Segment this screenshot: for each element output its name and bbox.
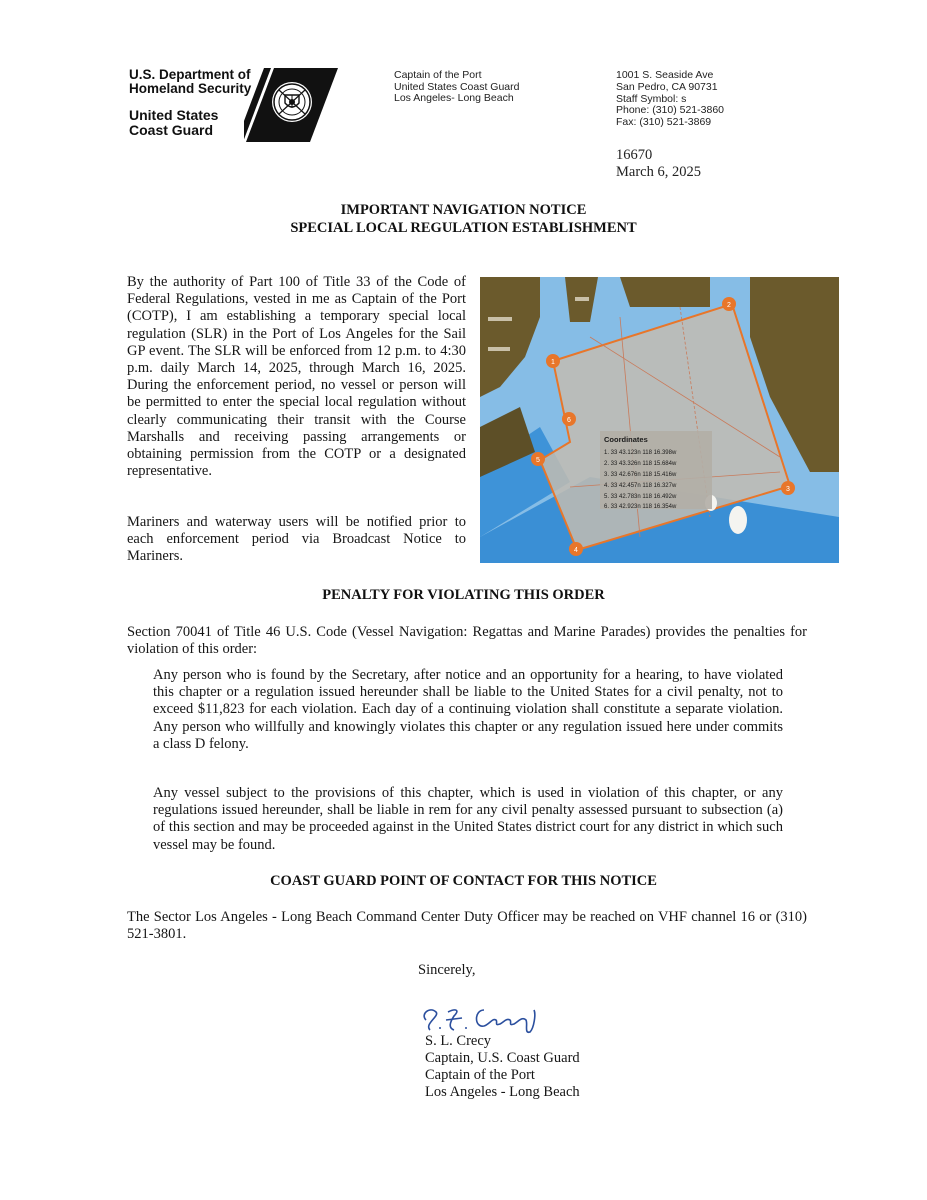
- address-line: San Pedro, CA 90731: [616, 80, 718, 93]
- marker-label: 6: [567, 417, 571, 424]
- coast-guard-logo-icon: [244, 68, 338, 142]
- broadcast-paragraph: Mariners and waterway users will be notified prior to each enforcement period via Broadcast Notice to Mariners.: [127, 514, 466, 565]
- coordinate-row: 5. 33 42.783n 118 16.492w: [604, 494, 677, 500]
- contact-text: The Sector Los Angeles - Long Beach Command Center Duty Officer may be reached on VHF channel 16 or (310) 521-3801.: [127, 909, 807, 943]
- phone: Phone: (310) 521-3860: [616, 104, 724, 117]
- uscg-line-1: United States: [129, 107, 219, 123]
- signer-name: S. L. Crecy: [425, 1033, 492, 1049]
- agency-block: [129, 68, 251, 137]
- marker-1: [546, 354, 560, 368]
- penalty-heading: PENALTY FOR VIOLATING THIS ORDER: [322, 587, 605, 603]
- dock: [488, 347, 510, 351]
- address-line: 1001 S. Seaside Ave: [616, 69, 714, 81]
- dhs-line-1: U.S. Department of: [129, 67, 251, 82]
- signer-title: Captain of the Port: [425, 1067, 535, 1083]
- land: [620, 277, 710, 307]
- marker-4: [569, 542, 583, 556]
- penalty-quote-1: Any person who is found by the Secretary, after notice and an opportunity for a hearing, to have violated this chapter or a regulation issued hereunder shall be liable to the United States for a civil penalty, not to exceed $11,823 for each violation. Each day of a continuing violation shall constitute a separate violation. Any person who willfully and knowingly violates this chapter or any regulation issued here under commits a class D felony.: [153, 667, 783, 752]
- marker-label: 2: [727, 302, 731, 309]
- office-line: United States Coast Guard: [394, 80, 520, 93]
- title-line-1: IMPORTANT NAVIGATION NOTICE: [340, 202, 587, 218]
- office-line: Los Angeles- Long Beach: [394, 92, 514, 104]
- coordinate-row: 3. 33 42.676n 118 15.416w: [604, 472, 677, 478]
- notice-title: [0, 202, 927, 237]
- penalty-quote-2: Any vessel subject to the provisions of this chapter, which is used in violation of this chapter, or any regulations issued hereunder, shall be liable in rem for any civil penalty assessed pursuant to subsection (a) of this section and may be proceeded against in the United States district court for any district in which such vessel may be found.: [153, 785, 783, 853]
- coordinate-row: 2. 33 43.326n 118 15.684w: [604, 461, 677, 467]
- island: [729, 506, 747, 534]
- uscg-line-2: Coast Guard: [129, 121, 214, 138]
- marker-label: 4: [574, 547, 578, 554]
- map-graphic: [480, 277, 839, 563]
- signature-block: [425, 1033, 580, 1101]
- letter-date: March 6, 2025: [616, 164, 701, 180]
- penalty-intro: Section 70041 of Title 46 U.S. Code (Vessel Navigation: Regattas and Marine Parades) provides the penalties for violation of this order:: [127, 624, 807, 658]
- salutation: Sincerely,: [418, 962, 476, 978]
- marker-label: 3: [786, 486, 790, 493]
- marker-3: [781, 481, 795, 495]
- contact-heading: COAST GUARD POINT OF CONTACT FOR THIS NOTICE: [270, 873, 657, 889]
- staff-symbol: Staff Symbol: s: [616, 92, 687, 105]
- regulated-area-map: [480, 277, 839, 563]
- uscg-name: [129, 108, 251, 137]
- dock: [575, 297, 589, 301]
- title-line-2: SPECIAL LOCAL REGULATION ESTABLISHMENT: [290, 219, 637, 236]
- ssic-number: 16670: [616, 147, 653, 163]
- office-block: [394, 70, 519, 105]
- dock: [488, 317, 512, 321]
- coordinate-row: 6. 33 42.923n 118 16.354w: [604, 504, 677, 510]
- coordinate-row: 1. 33 43.123n 118 16.398w: [604, 450, 677, 456]
- coordinates-title: Coordinates: [604, 435, 648, 444]
- marker-5: [531, 452, 545, 466]
- address-block: [616, 70, 724, 129]
- dhs-line-2: Homeland Security: [129, 81, 252, 96]
- marker-label: 5: [536, 457, 540, 464]
- signer-rank: Captain, U.S. Coast Guard: [425, 1050, 580, 1066]
- fax: Fax: (310) 521-3869: [616, 116, 712, 129]
- office-line: Captain of the Port: [394, 69, 482, 81]
- coordinate-row: 4. 33 42.457n 118 16.327w: [604, 483, 677, 489]
- signer-office: Los Angeles - Long Beach: [425, 1084, 580, 1100]
- intro-paragraph: By the authority of Part 100 of Title 33 of the Code of Federal Regulations, vested in me as Captain of the Port (COTP), I am establishing a temporary special local regulation (SLR) in the Port of Los Angeles for the Sail GP event. The SLR will be enforced from 12 p.m. to 4:30 p.m. daily March 14, 2025, through March 16, 2025. During the enforcement period, no vessel or person will be permitted to enter the special local regulation without clearly communicating their transit with the Course Marshalls and receiving passing arrangements or obtaining permission from the COTP or a designated representative.: [127, 274, 466, 480]
- marker-2: [722, 297, 736, 311]
- handwritten-signature-icon: [418, 1000, 548, 1036]
- marker-6: [562, 412, 576, 426]
- marker-label: 1: [551, 359, 555, 366]
- reference-block: [616, 147, 701, 181]
